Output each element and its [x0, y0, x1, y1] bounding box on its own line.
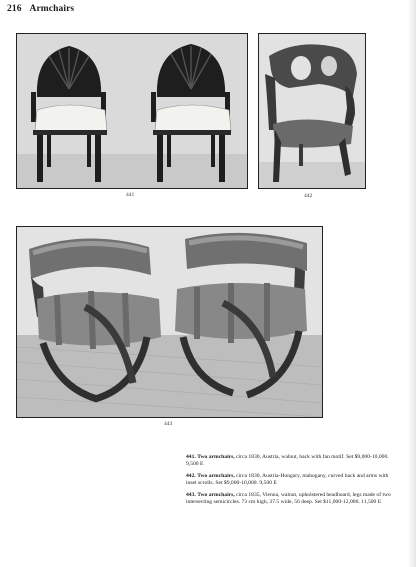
photo-443: [16, 226, 323, 418]
caption-title: Two armchairs,: [197, 473, 235, 480]
caption-number: 442.: [186, 473, 196, 480]
fan-back-armchairs-image: [17, 34, 247, 188]
caption-title: Two armchairs,: [197, 454, 235, 460]
caption-443: [186, 492, 398, 506]
page-edge-shadow: [408, 0, 416, 567]
caption-441: [186, 454, 398, 468]
photo-442: [258, 33, 366, 189]
caption-number: 443.: [186, 492, 196, 499]
caption-442: [186, 473, 398, 487]
photo-441: [16, 33, 248, 189]
page-number: 216: [7, 4, 22, 14]
curule-armchairs-image: [17, 227, 322, 417]
page-title: Armchairs: [29, 4, 75, 14]
figure-number-441: 441: [126, 192, 135, 198]
caption-text: circa 1835, Vienna, walnut, upholstered headboard, legs made of two intersecting semicircles. 73 cm high, 37.5 wide, 56 deep. Set $11,000-12,000. 11,500 E: [186, 492, 391, 506]
caption-number: 441.: [186, 454, 196, 460]
page-header: [7, 4, 74, 14]
mahogany-armchair-image: [259, 34, 365, 188]
caption-title: Two armchairs,: [197, 492, 235, 499]
caption-text: circa 1830, Austria, walnut, back with fan motif. Set $9,000-10,000. 9,500 E: [186, 454, 389, 468]
figure-number-443: 443: [164, 421, 173, 427]
caption-text: circa 1830, Austria-Hungary, mahogany, curved back and arms with inset scrolls. Set $9,000-10,000. 9,500 E: [186, 473, 389, 487]
captions-block: [186, 454, 398, 512]
figure-number-442: 442: [304, 193, 313, 199]
